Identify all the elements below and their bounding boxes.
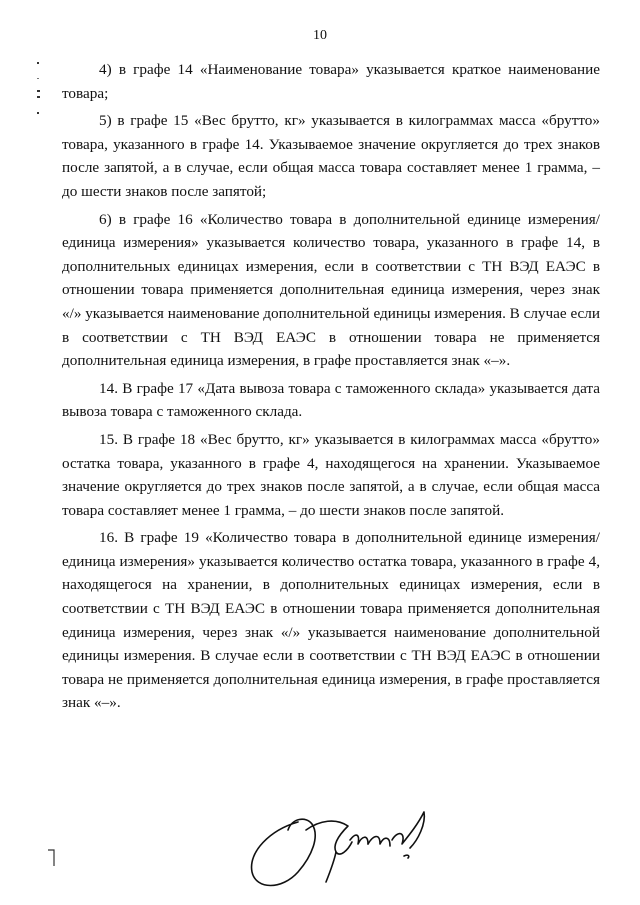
margin-mark <box>37 62 39 64</box>
corner-mark <box>46 848 58 868</box>
margin-mark <box>37 78 39 79</box>
paragraph: 14. В графе 17 «Дата вывоза товара с таможенного склада» указывается дата вывоза товара с таможенного склада. <box>62 379 600 421</box>
paragraph: 5) в графе 15 «Вес брутто, кг» указывается в килограммах масса «брутто» товара, указанного в графе 14. Указываемое значение округляется до трех знаков после запятой, а в случае, если общая масса товара составляет менее 1 грамма, – до шести знаков после запятой; <box>62 112 600 200</box>
paragraph: 16. В графе 19 «Количество товара в дополнительной единице измерения/единица измерения» указывается количество остатка товара, указанного в графе 4, находящегося на хранении, в дополнительных единицах измерения, если в соответствии с ТН ВЭД ЕАЭС в отношении товара применяется дополнительная единица измерения, через знак «/» указывается наименование дополнительной единицы измерения. В случае если в соответствии с ТН ВЭД ЕАЭС в отношении товара не применяется дополнительная единица измерения, в графе проставляется знак «–». <box>62 529 600 712</box>
paragraph: 4) в графе 14 «Наименование товара» указывается краткое наименование товара; <box>62 61 600 102</box>
margin-mark <box>37 112 39 114</box>
handwritten-signature <box>240 800 450 895</box>
margin-mark <box>37 96 40 98</box>
margin-mark <box>37 90 40 92</box>
page-number: 10 <box>313 28 327 43</box>
paragraph: 15. В графе 18 «Вес брутто, кг» указывается в килограммах масса «брутто» остатка товара, указанного в графе 4, находящегося на хранении. Указываемое значение округляется до трех знаков после запятой, а в случае, если общая масса товара составляет менее 1 грамма, – до шести знаков после запятой. <box>62 430 600 519</box>
document-body <box>62 58 600 715</box>
paragraph: 6) в графе 16 «Количество товара в дополнительной единице измерения/единица измерения» указывается количество товара, указанного в графе 14, в дополнительных единицах измерения, если в соответствии с ТН ВЭД ЕАЭС в отношении товара применяется дополнительная единица измерения, через знак «/» указывается наименование дополнительной единицы измерения. В случае если в соответствии с ТН ВЭД ЕАЭС в отношении товара не применяется дополнительная единица измерения, в графе проставляется знак «–». <box>62 210 601 370</box>
